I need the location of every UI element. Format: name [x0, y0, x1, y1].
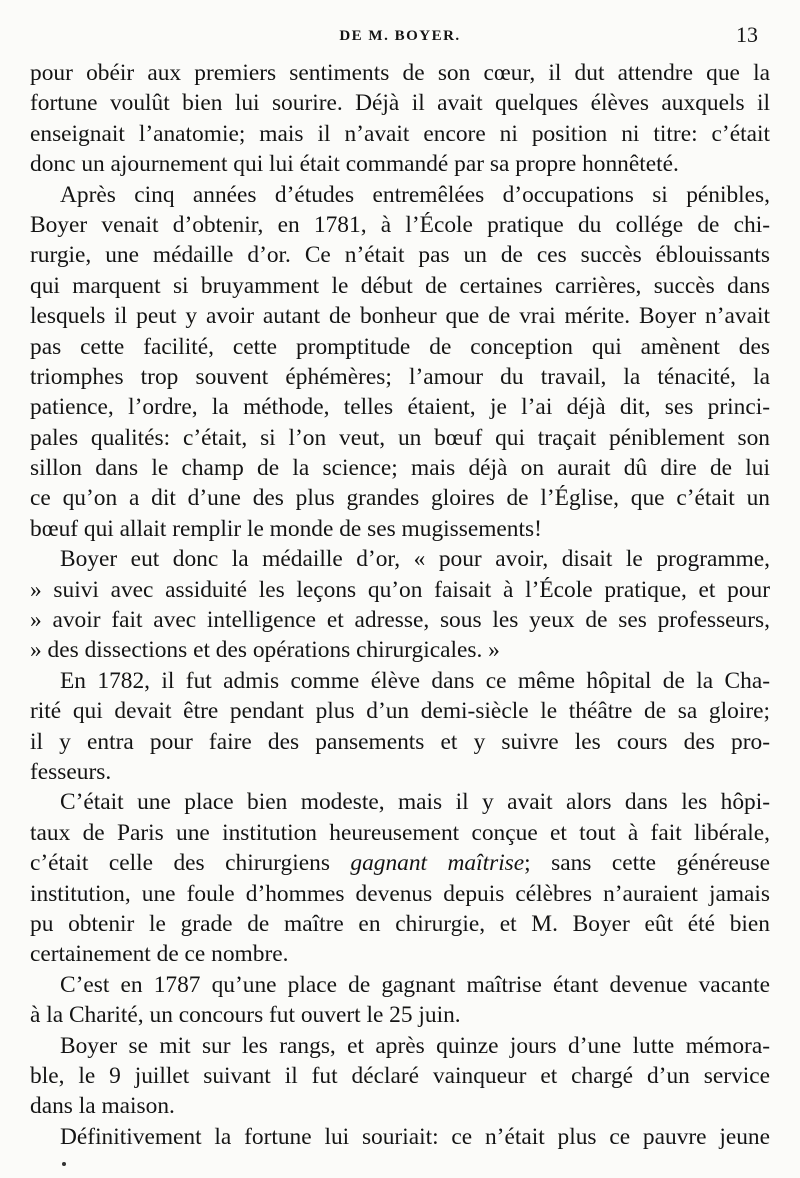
text-line: c’était celle des chirurgiens gagnant maîtrise; sans cette généreuse	[30, 850, 770, 877]
text-line: Boyer se mit sur les rangs, et après quinze jours d’une lutte mémora-	[60, 1032, 770, 1059]
text-line: Définitivement la fortune lui souriait: ce n’était plus ce pauvre jeune	[60, 1123, 770, 1150]
text-line: bœuf qui allait remplir le monde de ses mugissements!	[30, 515, 542, 542]
text-line: à la Charité, un concours fut ouvert le 25 juin.	[30, 1002, 461, 1029]
text-line: lesquels il peut y avoir autant de bonheur que de vrai mérite. Boyer n’avait	[30, 303, 770, 330]
text-line: patience, l’ordre, la méthode, telles étaient, je l’ai déjà dit, ses princi-	[30, 394, 770, 421]
text-line: ble, le 9 juillet suivant il fut déclaré vainqueur et chargé d’un service	[30, 1062, 770, 1089]
text-line: taux de Paris une institution heureusement conçue et tout à fait libérale,	[30, 819, 770, 846]
text-line: fortune voulût bien lui sourire. Déjà il avait quelques élèves auxquels il	[30, 90, 770, 117]
text-line: triomphes trop souvent éphémères; l’amour du travail, la ténacité, la	[30, 363, 770, 390]
ink-speck	[62, 1162, 66, 1166]
page-number: 13	[736, 22, 758, 47]
text-line: Boyer eut donc la médaille d’or, « pour avoir, disait le programme,	[60, 546, 770, 573]
text-line: » avoir fait avec intelligence et adresse, sous les yeux de ses professeurs,	[30, 607, 770, 634]
text-line: C’est en 1787 qu’une place de gagnant maîtrise étant devenue vacante	[60, 971, 770, 998]
body-text	[30, 58, 770, 1152]
running-head	[0, 22, 800, 52]
text-line: qui marquent si bruyamment le début de certaines carrières, succès dans	[30, 272, 770, 299]
text-line: pales qualités: c’était, si l’on veut, un bœuf qui traçait péniblement son	[30, 424, 770, 451]
text-line: il y entra pour faire des pansements et y suivre les cours des pro-	[30, 728, 770, 755]
text-line: » suivi avec assiduité les leçons qu’on faisait à l’École pratique, et pour	[30, 576, 770, 603]
text-line: Après cinq années d’études entremêlées d’occupations si pénibles,	[60, 181, 770, 208]
text-line: enseignait l’anatomie; mais il n’avait encore ni position ni titre: c’était	[30, 120, 770, 147]
text-line: dans la maison.	[30, 1093, 175, 1120]
text-line: C’était une place bien modeste, mais il y avait alors dans les hôpi-	[60, 789, 770, 816]
text-line: certainement de ce nombre.	[30, 941, 289, 968]
text-line: donc un ajournement qui lui était commandé par sa propre honnêteté.	[30, 151, 679, 178]
running-title: DE M. BOYER.	[339, 28, 461, 44]
text-line: rurgie, une médaille d’or. Ce n’était pas un de ces succès éblouissants	[30, 242, 770, 269]
text-line: fesseurs.	[30, 758, 112, 785]
text-line: institution, une foule d’hommes devenus depuis célèbres n’auraient jamais	[30, 880, 770, 907]
text-line: ce qu’on a dit d’une des plus grandes gloires de l’Église, que c’était un	[30, 485, 770, 512]
text-line: Boyer venait d’obtenir, en 1781, à l’École pratique du collége de chi-	[30, 211, 770, 238]
italic-phrase: gagnant maîtrise	[350, 850, 525, 877]
text-line: » des dissections et des opérations chirurgicales. »	[30, 637, 500, 664]
text-line: rité qui devait être pendant plus d’un demi-siècle le théâtre de sa gloire;	[30, 698, 770, 725]
text-line: En 1782, il fut admis comme élève dans ce même hôpital de la Cha-	[60, 667, 770, 694]
text-line: pour obéir aux premiers sentiments de son cœur, il dut attendre que la	[30, 60, 770, 86]
text-line: pas cette facilité, cette promptitude de conception qui amènent des	[30, 333, 770, 360]
text-line: sillon dans le champ de la science; mais déjà on aurait dû dire de lui	[30, 455, 770, 482]
text-line: pu obtenir le grade de maître en chirurgie, et M. Boyer eût été bien	[30, 910, 770, 937]
